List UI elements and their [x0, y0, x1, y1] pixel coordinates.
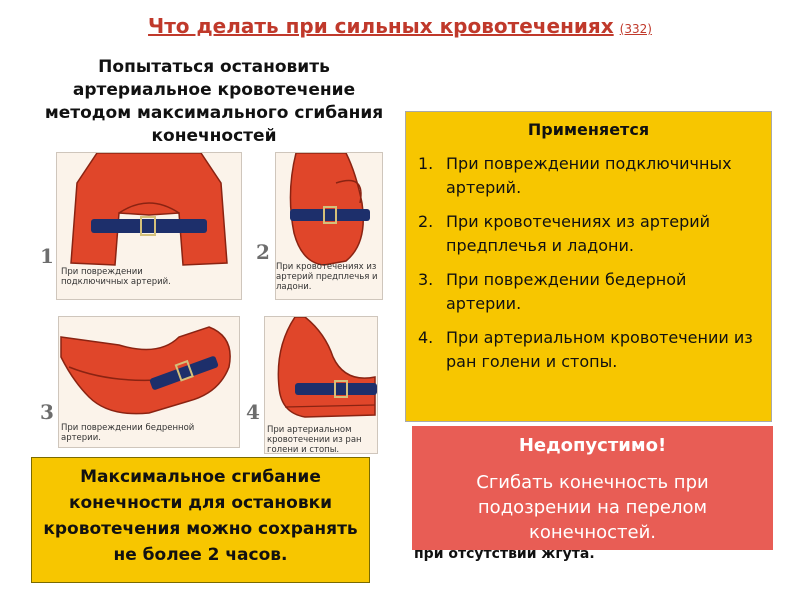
figure-4-panel: [264, 316, 378, 454]
forbidden-text: Сгибать конечность при подозрении на перелом конечностей.: [476, 472, 709, 543]
forbidden-title: Недопустимо!: [518, 435, 667, 456]
applies-item-text: При кровотечениях из артерий предплечья и ладони.: [446, 212, 711, 255]
applies-item-number: 4.: [418, 328, 434, 347]
time-limit-box: [31, 457, 370, 583]
method-heading: Попытаться остановить артериальное кровотечение методом максимального сгибания конечностей: [44, 57, 384, 146]
figure-2-caption: При кровотечениях из артерий предплечья и ладони.: [276, 262, 378, 292]
forbidden-box: [412, 426, 773, 550]
figure-1-caption: При повреждении подключичных артерий.: [61, 267, 171, 287]
page-title: [0, 14, 800, 38]
tourniquet-note: при отсутствии жгута.: [414, 546, 595, 562]
applies-item-number: 2.: [418, 212, 434, 231]
applies-item-text: При артериальном кровотечении из ран голени и стопы.: [446, 328, 753, 371]
page-number: (332): [619, 22, 652, 36]
page-title-text: Что делать при сильных кровотечениях: [148, 14, 614, 38]
figure-1-number: [56, 243, 57, 267]
figure-3-label: 3: [40, 400, 54, 424]
figure-1-label: 1: [40, 244, 54, 268]
time-limit-text: Максимальное сгибание конечности для остановки кровотечения можно сохранять не более 2 часов.: [43, 467, 358, 565]
applies-item: [406, 326, 771, 374]
figure-3-caption: При повреждении бедренной артерии.: [61, 423, 195, 443]
applies-item-number: 3.: [418, 270, 434, 289]
applies-title: Применяется: [527, 120, 650, 139]
applies-item-text: При повреждении подключичных артерий.: [446, 154, 732, 197]
applies-item: [406, 210, 771, 258]
applies-item-number: 1.: [418, 154, 434, 173]
figure-1-panel: [56, 152, 242, 300]
applies-item-text: При повреждении бедерной артерии.: [446, 270, 687, 313]
figure-3-panel: [58, 316, 240, 448]
applies-item: [406, 268, 771, 316]
applies-item: [406, 152, 771, 200]
applies-list: [406, 152, 771, 384]
applies-box: [405, 111, 772, 422]
figure-4-caption: При артериальном кровотечении из ран голени и стопы.: [267, 425, 362, 454]
figure-2-label: 2: [256, 240, 270, 264]
figure-4-label: 4: [246, 400, 260, 424]
